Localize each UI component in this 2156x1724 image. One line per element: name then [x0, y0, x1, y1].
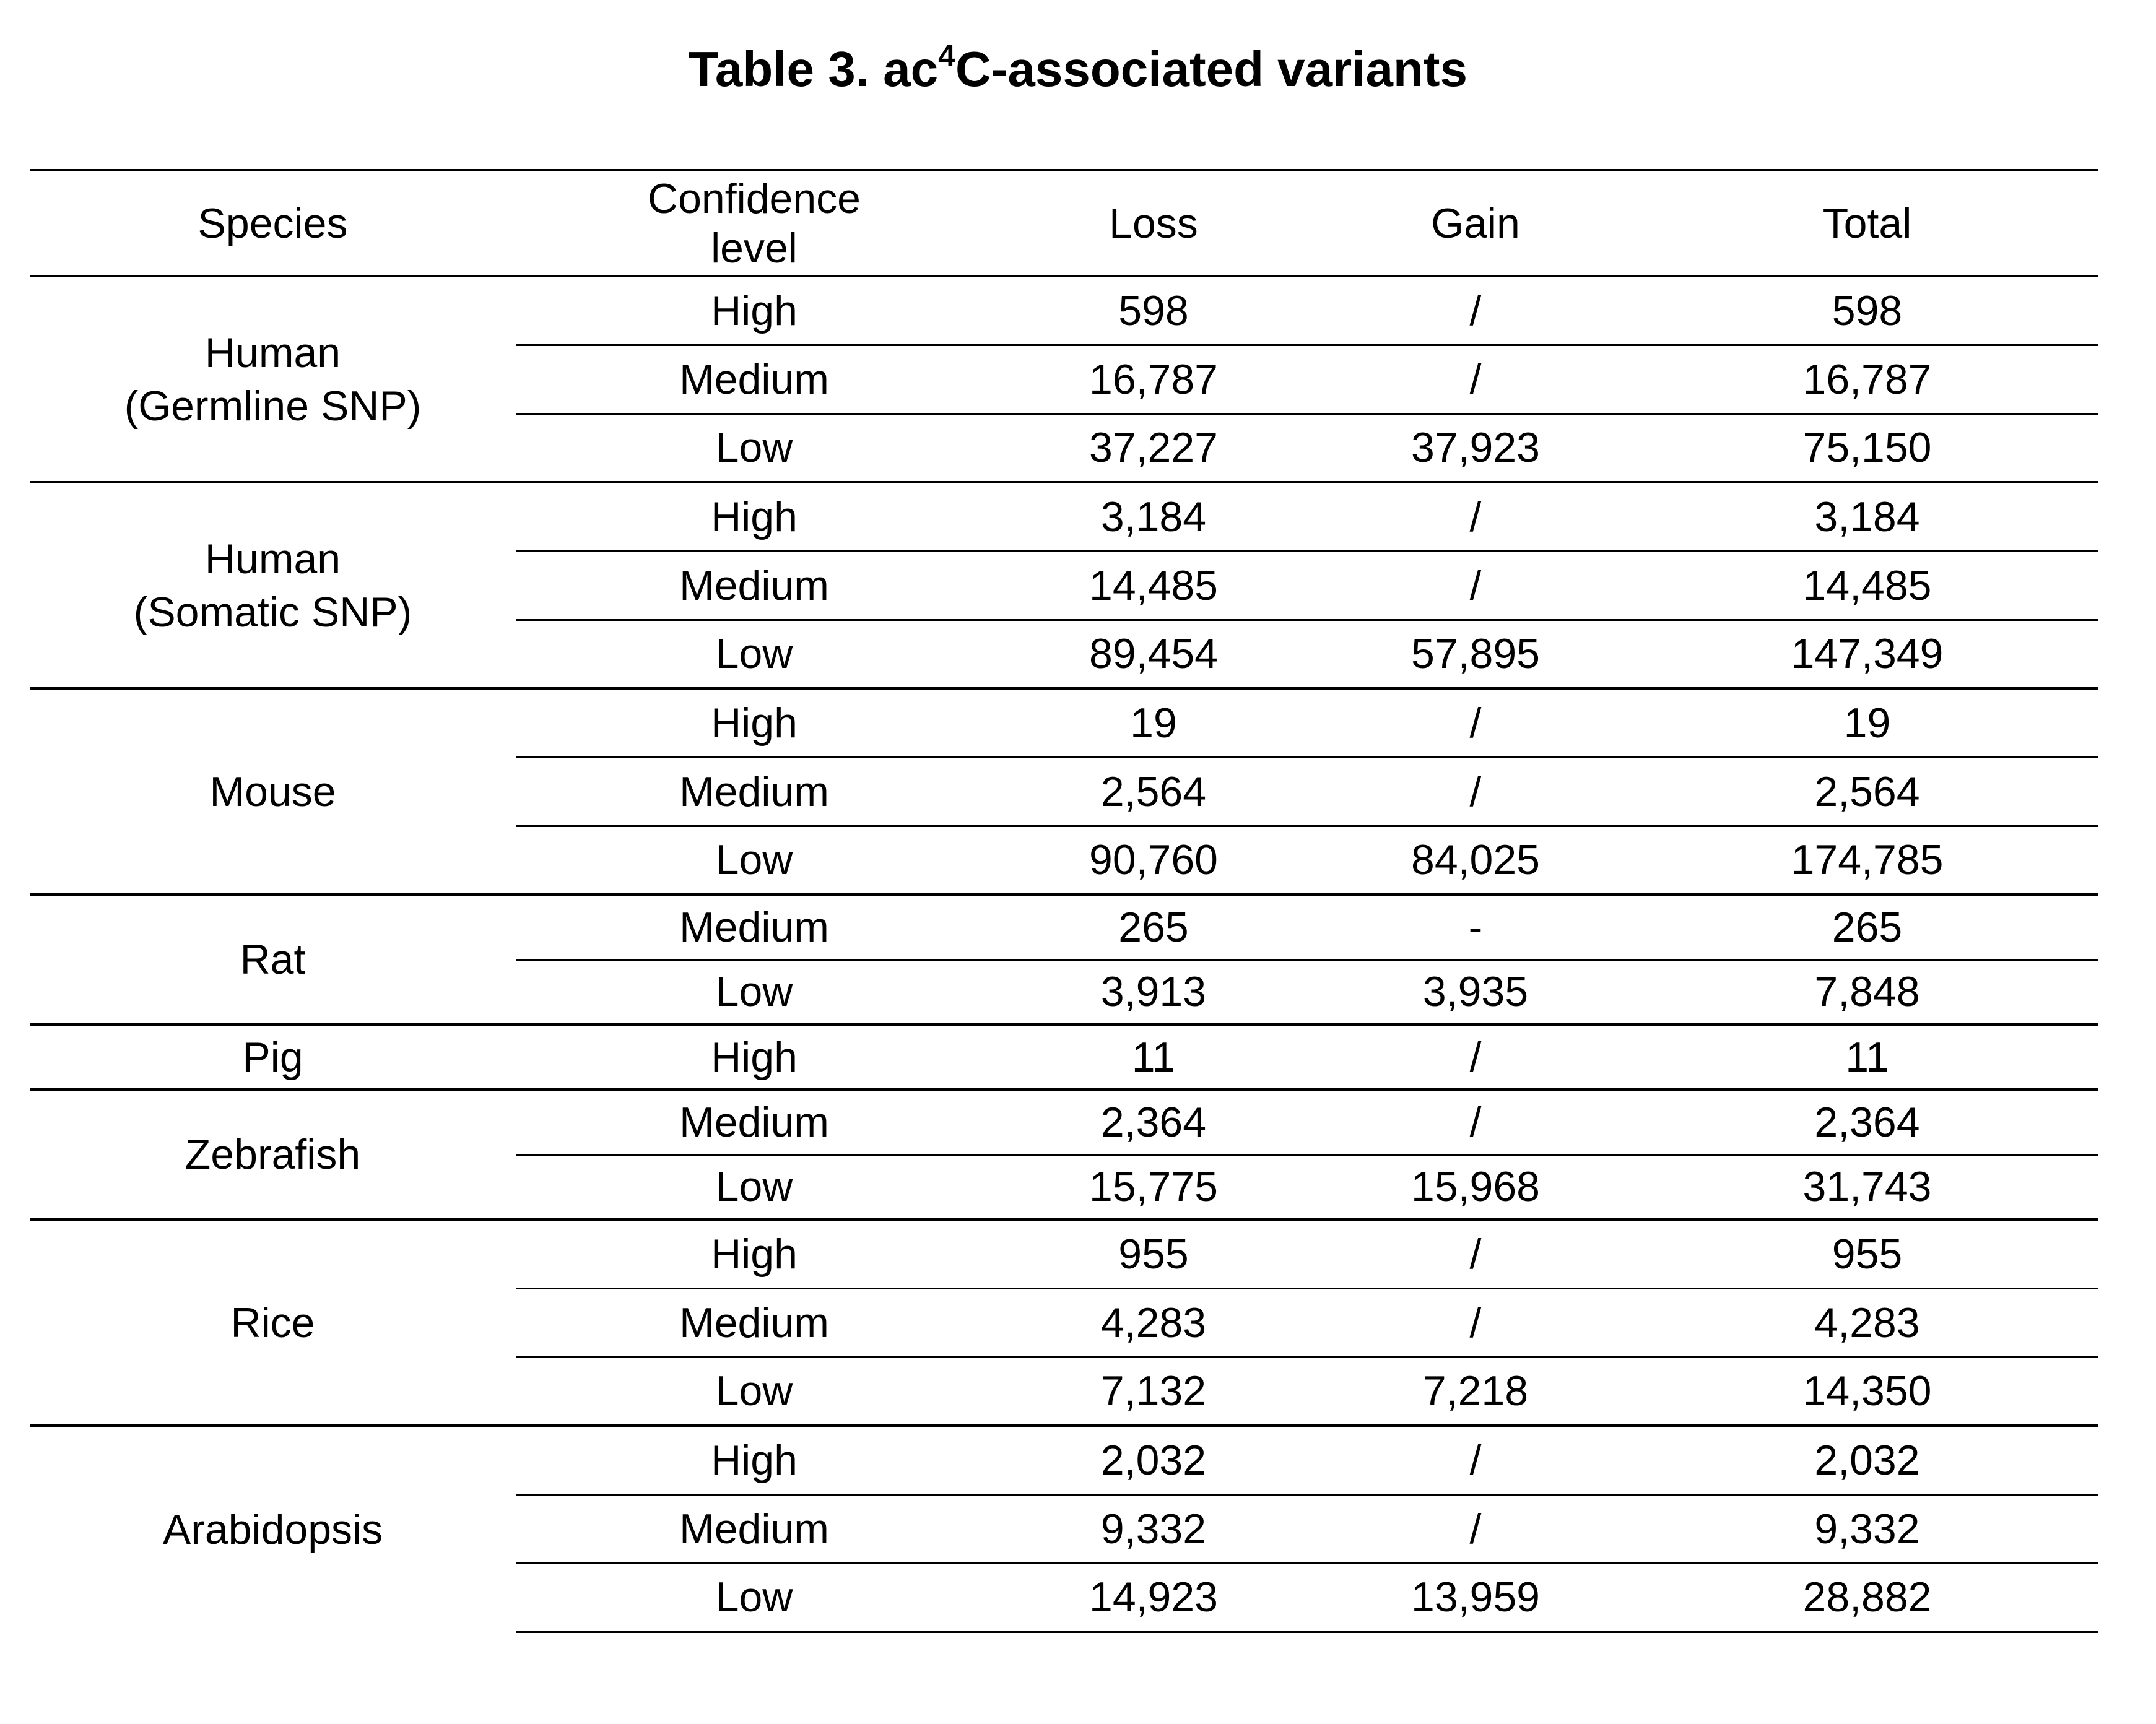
- total-cell: 174,785: [1637, 826, 2098, 894]
- confidence-level-cell: Medium: [516, 345, 993, 414]
- gain-cell: 84,025: [1315, 826, 1637, 894]
- loss-cell: 2,364: [993, 1089, 1315, 1154]
- loss-cell: 2,032: [993, 1426, 1315, 1494]
- species-cell: Pig: [30, 1024, 516, 1089]
- gain-cell: 37,923: [1315, 414, 1637, 482]
- header-gain: Gain: [1315, 170, 1637, 276]
- header-loss: Loss: [993, 170, 1315, 276]
- species-cell: Rat: [30, 894, 516, 1024]
- total-cell: 14,350: [1637, 1357, 2098, 1426]
- gain-cell: /: [1315, 1426, 1637, 1494]
- gain-cell: /: [1315, 482, 1637, 551]
- title-superscript: 4: [938, 38, 955, 73]
- confidence-level-cell: Medium: [516, 1089, 993, 1154]
- table-body: [30, 276, 2098, 1632]
- loss-cell: 9,332: [993, 1494, 1315, 1563]
- gain-cell: /: [1315, 1219, 1637, 1288]
- confidence-level-cell: High: [516, 276, 993, 345]
- confidence-level-cell: High: [516, 1219, 993, 1288]
- total-cell: 28,882: [1637, 1563, 2098, 1632]
- total-cell: 2,032: [1637, 1426, 2098, 1494]
- total-cell: 4,283: [1637, 1288, 2098, 1357]
- total-cell: 265: [1637, 894, 2098, 959]
- gain-cell: /: [1315, 1024, 1637, 1089]
- total-cell: 75,150: [1637, 414, 2098, 482]
- total-cell: 7,848: [1637, 959, 2098, 1024]
- gain-cell: 57,895: [1315, 620, 1637, 688]
- confidence-level-cell: Low: [516, 1154, 993, 1219]
- gain-cell: /: [1315, 688, 1637, 757]
- table-row: [30, 276, 2098, 345]
- table-row: [30, 688, 2098, 757]
- header-species: Species: [30, 170, 516, 276]
- total-cell: 16,787: [1637, 345, 2098, 414]
- loss-cell: 11: [993, 1024, 1315, 1089]
- confidence-level-cell: High: [516, 688, 993, 757]
- loss-cell: 37,227: [993, 414, 1315, 482]
- gain-cell: /: [1315, 276, 1637, 345]
- loss-cell: 89,454: [993, 620, 1315, 688]
- gain-cell: -: [1315, 894, 1637, 959]
- loss-cell: 2,564: [993, 757, 1315, 826]
- loss-cell: 3,913: [993, 959, 1315, 1024]
- loss-cell: 15,775: [993, 1154, 1315, 1219]
- total-cell: 31,743: [1637, 1154, 2098, 1219]
- loss-cell: 7,132: [993, 1357, 1315, 1426]
- table-title: [0, 32, 2156, 106]
- species-cell: Human (Germline SNP): [30, 276, 516, 482]
- title-prefix: Table 3. ac: [688, 41, 939, 97]
- confidence-level-cell: High: [516, 1426, 993, 1494]
- gain-cell: 15,968: [1315, 1154, 1637, 1219]
- loss-cell: 265: [993, 894, 1315, 959]
- variants-table: [30, 169, 2098, 1633]
- confidence-level-cell: Low: [516, 1563, 993, 1632]
- header-total: Total: [1637, 170, 2098, 276]
- table-row: [30, 1089, 2098, 1154]
- confidence-level-cell: Medium: [516, 551, 993, 620]
- gain-cell: /: [1315, 551, 1637, 620]
- gain-cell: /: [1315, 757, 1637, 826]
- loss-cell: 14,923: [993, 1563, 1315, 1632]
- loss-cell: 16,787: [993, 345, 1315, 414]
- table-row: [30, 482, 2098, 551]
- header-confidence-level: Confidence level: [516, 170, 993, 276]
- table-row: [30, 1024, 2098, 1089]
- loss-cell: 598: [993, 276, 1315, 345]
- species-cell: Arabidopsis: [30, 1426, 516, 1632]
- table-row: [30, 1219, 2098, 1288]
- total-cell: 2,564: [1637, 757, 2098, 826]
- loss-cell: 4,283: [993, 1288, 1315, 1357]
- confidence-level-cell: Low: [516, 959, 993, 1024]
- loss-cell: 955: [993, 1219, 1315, 1288]
- species-cell: Mouse: [30, 688, 516, 894]
- confidence-level-cell: Medium: [516, 894, 993, 959]
- gain-cell: 7,218: [1315, 1357, 1637, 1426]
- title-suffix: C-associated variants: [955, 41, 1467, 97]
- confidence-level-cell: High: [516, 1024, 993, 1089]
- gain-cell: /: [1315, 1089, 1637, 1154]
- gain-cell: /: [1315, 1494, 1637, 1563]
- total-cell: 147,349: [1637, 620, 2098, 688]
- confidence-level-cell: Low: [516, 826, 993, 894]
- total-cell: 19: [1637, 688, 2098, 757]
- total-cell: 2,364: [1637, 1089, 2098, 1154]
- table-row: [30, 1426, 2098, 1494]
- total-cell: 14,485: [1637, 551, 2098, 620]
- confidence-level-cell: Low: [516, 1357, 993, 1426]
- confidence-level-cell: Low: [516, 620, 993, 688]
- total-cell: 11: [1637, 1024, 2098, 1089]
- gain-cell: /: [1315, 345, 1637, 414]
- loss-cell: 90,760: [993, 826, 1315, 894]
- loss-cell: 3,184: [993, 482, 1315, 551]
- total-cell: 9,332: [1637, 1494, 2098, 1563]
- gain-cell: 3,935: [1315, 959, 1637, 1024]
- confidence-level-cell: High: [516, 482, 993, 551]
- total-cell: 955: [1637, 1219, 2098, 1288]
- gain-cell: /: [1315, 1288, 1637, 1357]
- loss-cell: 14,485: [993, 551, 1315, 620]
- total-cell: 598: [1637, 276, 2098, 345]
- confidence-level-cell: Medium: [516, 1494, 993, 1563]
- species-cell: Human (Somatic SNP): [30, 482, 516, 688]
- loss-cell: 19: [993, 688, 1315, 757]
- species-cell: Rice: [30, 1219, 516, 1426]
- confidence-level-cell: Medium: [516, 1288, 993, 1357]
- table-row: [30, 894, 2098, 959]
- species-cell: Zebrafish: [30, 1089, 516, 1219]
- gain-cell: 13,959: [1315, 1563, 1637, 1632]
- header-row: [30, 170, 2098, 276]
- total-cell: 3,184: [1637, 482, 2098, 551]
- confidence-level-cell: Medium: [516, 757, 993, 826]
- confidence-level-cell: Low: [516, 414, 993, 482]
